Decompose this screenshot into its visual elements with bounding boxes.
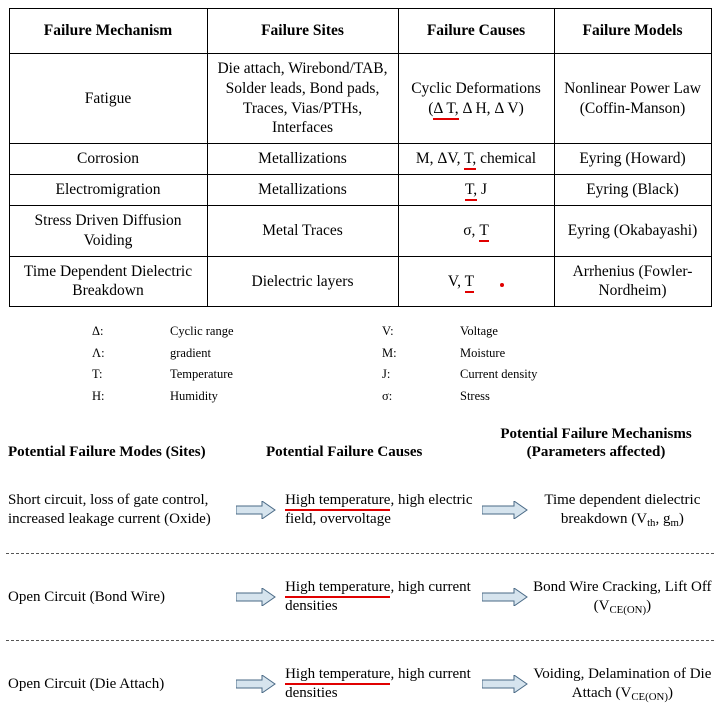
- legend-symbol: M:: [382, 345, 397, 360]
- causes-post: chemical: [476, 150, 537, 168]
- flow-mechanism-text: [531, 491, 714, 530]
- causes-underlined-term: T,: [465, 181, 477, 201]
- cell-sites: Dielectric layers: [207, 256, 398, 307]
- mechanism-post: ): [646, 598, 652, 615]
- arrow-right-icon: [234, 501, 277, 519]
- flow-cause-text: [277, 665, 480, 704]
- legend-definition: Humidity: [170, 388, 218, 403]
- arrow-right-icon: [480, 588, 531, 606]
- legend-symbol: Λ:: [92, 345, 105, 360]
- cell-mechanism: Time Dependent Dielectric Breakdown: [9, 256, 207, 307]
- flow-row: [6, 553, 714, 640]
- causes-underlined-term: T: [479, 222, 488, 242]
- flow-header-row: [6, 425, 714, 467]
- causes-pre: M, ΔV,: [415, 150, 465, 168]
- table-header-cell: Failure Models: [554, 9, 711, 54]
- flow-mode-text: Open Circuit (Die Attach): [8, 675, 165, 692]
- legend-symbol: H:: [92, 388, 105, 403]
- cell-sites: Die attach, Wirebond/TAB, Solder leads, Bond pads, Traces, Vias/PTHs, Interfaces: [207, 54, 398, 144]
- mechanism-sub1: th: [647, 517, 656, 530]
- table-header-row: [9, 9, 711, 54]
- failure-mode-flow: [0, 425, 720, 727]
- causes-paren-open: (: [428, 99, 434, 117]
- cell-sites: Metallizations: [207, 175, 398, 206]
- mechanism-sub2: m: [670, 517, 679, 530]
- legend-definition: Moisture: [460, 345, 506, 360]
- legend-item: [382, 321, 662, 343]
- flow-mode-text: Short circuit, loss of gate control, increased leakage current (Oxide): [8, 491, 211, 528]
- legend-symbol: J:: [382, 367, 391, 382]
- cell-models: Nonlinear Power Law (Coffin-Manson): [554, 54, 711, 144]
- flow-mode-text: Open Circuit (Bond Wire): [8, 588, 166, 605]
- causes-line1: Cyclic Deformations: [411, 79, 541, 97]
- red-dot-marker: [500, 283, 504, 287]
- cause-rest: , high current densities: [285, 578, 471, 615]
- legend-definition: Current density: [460, 367, 538, 382]
- arrow-right-icon: [480, 501, 531, 519]
- document-page: [0, 8, 720, 704]
- table-header-cell: Failure Mechanism: [9, 9, 207, 54]
- causes-underlined-term: T,: [464, 150, 476, 170]
- cell-mechanism: Electromigration: [9, 175, 207, 206]
- mechanism-pre: Time dependent dielectric breakdown (V: [544, 491, 701, 528]
- cause-underlined-term: High temperature: [285, 492, 390, 511]
- flow-header-modes: Potential Failure Modes (Sites): [8, 444, 206, 461]
- mechanism-sub1: CE(ON): [631, 691, 668, 704]
- table-row: [9, 54, 711, 144]
- flow-mechanism-text: [531, 578, 714, 617]
- legend-definition: gradient: [170, 345, 211, 360]
- mechanism-pre: Voiding, Delamination of Die Attach (V: [533, 665, 712, 702]
- legend-item: [382, 364, 662, 386]
- legend-column-left: [92, 321, 382, 407]
- legend-item: [382, 386, 662, 408]
- legend-symbol: T:: [92, 367, 103, 382]
- arrow-right-icon: [234, 588, 277, 606]
- symbol-legend: [0, 321, 720, 407]
- cause-underlined-term: High temperature: [285, 666, 390, 685]
- legend-definition: Stress: [460, 388, 490, 403]
- legend-symbol: Δ:: [92, 324, 104, 339]
- flow-header-causes: Potential Failure Causes: [266, 444, 423, 461]
- flow-row: [6, 467, 714, 553]
- legend-definition: Voltage: [460, 324, 498, 339]
- mechanism-mid: , g: [655, 511, 671, 528]
- causes-post: J: [477, 181, 488, 199]
- cell-causes: [398, 175, 554, 206]
- legend-definition: Temperature: [170, 367, 233, 382]
- arrow-right-icon: [234, 675, 277, 693]
- legend-symbol: V:: [382, 324, 394, 339]
- cell-causes: [398, 144, 554, 175]
- flow-mechanism-text: [531, 665, 714, 704]
- causes-pre: V,: [447, 272, 465, 290]
- causes-pre: σ,: [463, 221, 480, 239]
- cell-causes: [398, 54, 554, 144]
- cause-underlined-term: High temperature: [285, 579, 390, 598]
- cell-sites: Metal Traces: [207, 205, 398, 256]
- flow-cause-text: [277, 578, 480, 617]
- cell-models: Eyring (Black): [554, 175, 711, 206]
- failure-mechanism-table: [9, 8, 712, 307]
- table-header-cell: Failure Sites: [207, 9, 398, 54]
- flow-header-mechanisms: Potential Failure Mechanisms (Parameters affected): [500, 426, 692, 461]
- table-row: [9, 144, 711, 175]
- legend-item: [382, 343, 662, 365]
- mechanism-sub1: CE(ON): [609, 604, 647, 617]
- cell-causes: [398, 256, 554, 307]
- legend-item: [92, 364, 382, 386]
- arrow-right-icon: [480, 675, 531, 693]
- causes-underlined-term: T: [465, 273, 474, 293]
- table-row: [9, 256, 711, 307]
- legend-definition: Cyclic range: [170, 324, 234, 339]
- legend-column-right: [382, 321, 662, 407]
- legend-item: [92, 343, 382, 365]
- table-row: [9, 175, 711, 206]
- legend-item: [92, 386, 382, 408]
- legend-item: [92, 321, 382, 343]
- causes-underlined-term: Δ T,: [433, 100, 458, 120]
- cell-models: Eyring (Howard): [554, 144, 711, 175]
- cell-mechanism: Fatigue: [9, 54, 207, 144]
- mechanism-post: ): [667, 685, 673, 702]
- table-row: [9, 205, 711, 256]
- cell-mechanism: Stress Driven Diffusion Voiding: [9, 205, 207, 256]
- cell-causes: [398, 205, 554, 256]
- causes-rest: Δ H, Δ V): [458, 99, 524, 117]
- cell-sites: Metallizations: [207, 144, 398, 175]
- mechanism-post: ): [678, 511, 684, 528]
- flow-cause-text: [277, 491, 480, 530]
- legend-symbol: σ:: [382, 388, 393, 403]
- cell-mechanism: Corrosion: [9, 144, 207, 175]
- cell-models: Eyring (Okabayashi): [554, 205, 711, 256]
- table-header-cell: Failure Causes: [398, 9, 554, 54]
- mechanism-pre: Bond Wire Cracking, Lift Off (V: [533, 578, 712, 615]
- cause-rest: , high current densities: [285, 665, 471, 702]
- cell-models: Arrhenius (Fowler-Nordheim): [554, 256, 711, 307]
- flow-row: [6, 640, 714, 727]
- cause-rest: , high electric field, overvoltage: [285, 491, 473, 528]
